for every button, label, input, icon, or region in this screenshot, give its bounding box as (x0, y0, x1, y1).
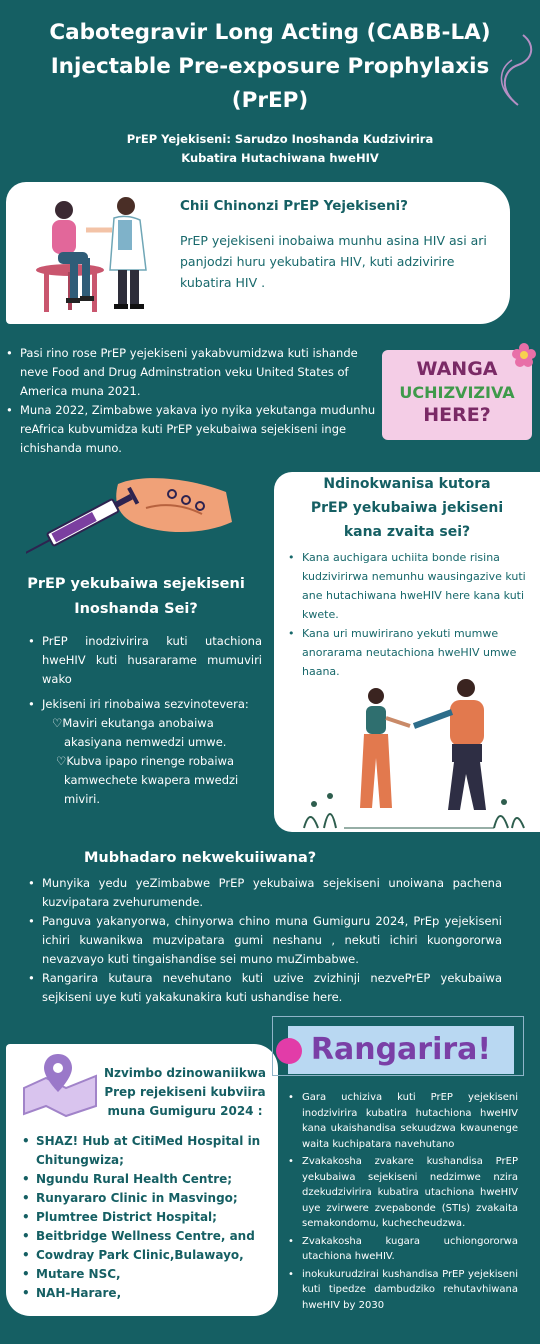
magenta-dot-icon (276, 1038, 302, 1064)
couple-holding-hands-illustration (294, 678, 534, 830)
history-item: • Pasi rino rose PrEP yejekiseni yakabvumidzwa kuti ishande neve Food and Drug Adminstration veku United States of America muna 2021. (4, 344, 380, 401)
heart-icon: ♡ (52, 716, 63, 730)
location-item: • Beitbridge Wellness Centre, and (20, 1227, 276, 1246)
how-heading-line-1: PrEP yekubaiwa sejekiseni (27, 576, 245, 592)
history-list (4, 344, 380, 458)
locations-list (20, 1132, 276, 1303)
title-line-3: (PrEP) (231, 88, 309, 113)
subtitle-line-2: Kubatira Hutachiwana hweHIV (181, 151, 379, 165)
availability-item: • Rangarira kutaura nevehutano kuti uzive zvizhinji nezvePrEP yekubaiwa sejkiseni uye kuti yakakunakira kuti ushandise here. (26, 969, 502, 1007)
location-item: • Plumtree District Hospital; (20, 1208, 276, 1227)
title-line-1: Cabotegravir Long Acting (CABB-LA) (49, 20, 491, 45)
availability-heading: Mubhadaro nekwekuiiwana? (84, 850, 317, 866)
did-you-know-badge (382, 350, 532, 440)
locations-heading: Nzvimbo dzinowaniikwa Prep rejekiseni kubviira muna Gumiguru 2024 : (103, 1066, 267, 1118)
history-item: • Muna 2022, Zimbabwe yakava iyo nyika yekutanga mudunhu reAfrica kubvumidza kuti PrEP yekubaiwa sejekiseni inge ichishanda muno. (4, 401, 380, 458)
location-item: • SHAZ! Hub at CitiMed Hospital in Chitungwiza; (20, 1132, 276, 1170)
doctor-patient-illustration (22, 190, 172, 318)
how-it-works-subitem: ♡Kubva ipapo rinenge robaiwa kamwechete kwapera mwedzi miviri. (56, 754, 239, 806)
eligibility-heading: Ndinokwanisa kutora PrEP yekubaiwa jekiseni kana zvaita sei? (310, 476, 504, 540)
location-item: • Ngundu Rural Health Centre; (20, 1170, 276, 1189)
how-heading-line-2: Inoshanda Sei? (74, 601, 198, 617)
did-you-know-line-2: UCHIZVIZIVA (399, 383, 515, 402)
how-it-works-heading (4, 572, 268, 622)
how-it-works-subitem: ♡Maviri ekutanga anobaiwa akasiyana nemwedzi umwe. (52, 716, 227, 749)
rangarira-banner (288, 1026, 514, 1074)
eligibility-item: • Kana auchigara uchiita bonde risina kudzivirirwa nemunhu wausingazive kuti ane hutachiwana hweHIV here kana kuti kwete. (286, 548, 532, 624)
page-title (0, 16, 540, 118)
syringe-hand-illustration (26, 472, 236, 556)
how-it-works-item: Jekiseni iri rinobaiwa sezvinotevera: (42, 697, 249, 711)
location-item: • Mutare NSC, (20, 1265, 276, 1284)
what-is-body: PrEP yejekiseni inobaiwa munhu asina HIV asi ari panjodzi huru yekubatira HIV, kuti adzivirire kubatira HIV . (180, 233, 487, 290)
location-item: • Runyararo Clinic in Masvingo; (20, 1189, 276, 1208)
remember-item: • Zvakakosha zvakare kushandisa PrEP yekubaiwa sejekiseni nedzimwe nzira dzekudzivirira kubatira utachiona hweHIV uye zvirwere zvepabonde (STIs) zvakaita semakondomu, kuchecheudzwa. (286, 1154, 518, 1232)
pink-flower-icon (511, 342, 537, 368)
did-you-know-line-1: WANGA (416, 358, 498, 380)
availability-list (26, 874, 502, 1007)
did-you-know-line-3: HERE? (423, 404, 491, 426)
heart-icon: ♡ (56, 754, 67, 768)
what-is-heading: Chii Chinonzi PrEP Yejekiseni? (180, 198, 409, 214)
subtitle-line-1: PrEP Yejekiseni: Sarudzo Inoshanda Kudzivirira (126, 132, 434, 146)
remember-item: • inokukurudzirai kushandisa PrEP yejekiseni kuti tipedze dambudziko rehutavhiwana hweHIV by 2030 (286, 1267, 518, 1314)
eligibility-item: • Kana uri muwirirano yekuti mumwe anorarama neutachiona hweHIV umwe haana. (286, 624, 532, 681)
locations-card (6, 1044, 278, 1316)
rangarira-title: Rangarira! (310, 1032, 492, 1067)
page-subtitle (90, 130, 470, 168)
eligibility-card (274, 472, 540, 832)
availability-item: • Panguva yakanyorwa, chinyorwa chino muna Gumiguru 2024, PrEp yejekiseni ichiri kuwanikwa muzvipatara gumi neshanu , nekuti ichiri kuongororwa nevazvayo kuti tingaishandise sei muno muZimbabwe. (26, 912, 502, 969)
remember-item: • Gara uchiziva kuti PrEP yejekiseni inodzivirira kubatira hutachiona hweHIV kana ukaishandisa sekuudzwa kwaunenge waita kuchipatara navehutano (286, 1090, 518, 1152)
location-item: • NAH-Harare, (20, 1284, 276, 1303)
location-item: • Cowdray Park Clinic,Bulawayo, (20, 1246, 276, 1265)
availability-item: • Munyika yedu yeZimbabwe PrEP yekubaiwa sejekiseni unoiwana pachena kuzvipatara zvehurumende. (26, 874, 502, 912)
swirl-decoration-icon (498, 30, 538, 110)
how-it-works-list: • PrEP inodzivirira kuti utachiona hweHIV kuti husararame mumuviri wako • Jekiseni iri rinobaiwa sezvinotevera: ♡Maviri ekutanga anobaiwa akasiyana nemwedzi umwe. ♡Kubva ipapo rinenge robaiwa kamwechete kwapera mwedzi miviri. (26, 632, 262, 809)
title-line-2: Injectable Pre-exposure Prophylaxis (50, 54, 490, 79)
remember-item: • Zvakakosha kugara uchiongororwa utachiona hweHIV. (286, 1234, 518, 1265)
eligibility-list (286, 548, 532, 681)
remember-list (286, 1090, 518, 1313)
what-is-card (6, 182, 510, 324)
how-it-works-item: PrEP inodzivirira kuti utachiona hweHIV kuti husararame mumuviri wako (42, 634, 262, 686)
